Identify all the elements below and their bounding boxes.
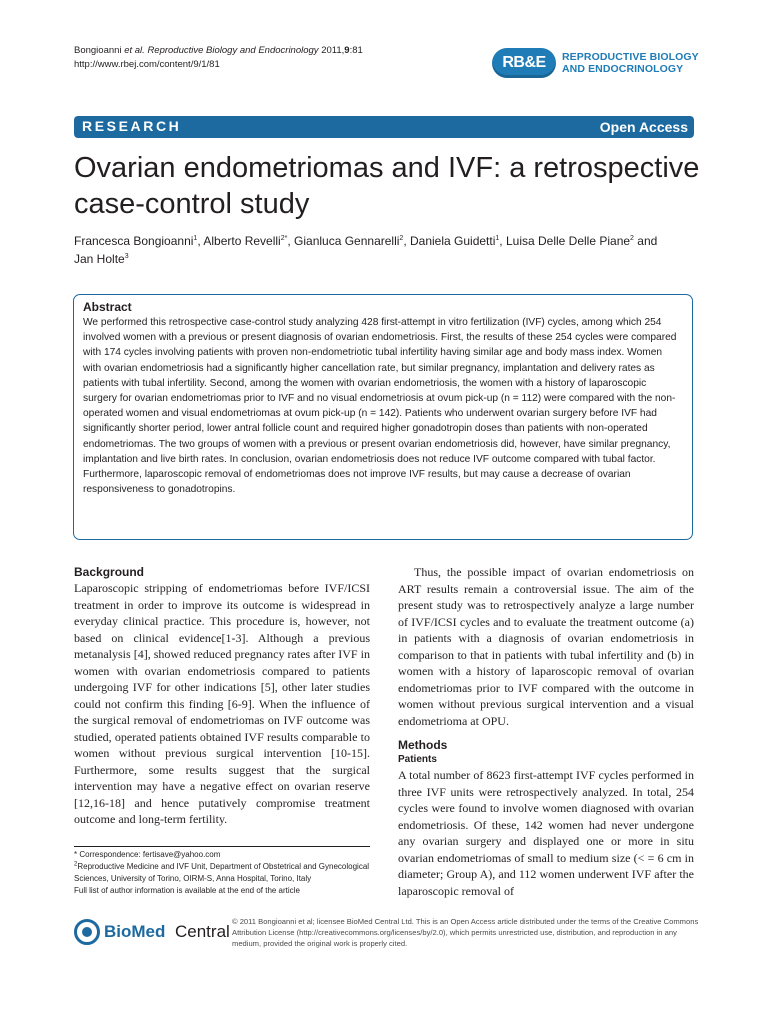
citation-block: [74, 44, 363, 72]
journal-logo: [492, 46, 702, 82]
patients-paragraph: A total number of 8623 first-attempt IVF cycles performed in three IVF units were retrospectively analyzed. In total, 254 cycles were found to involve women diagnosed with ovarian endometriosis. Of these, 142 women had never undergone any ovarian surgery and displayed one or more in situ ovarian endometriomas of small to medium size (< = 6 cm in diameter; Group A), and 112 women underwent IVF after the laparoscopic removal of: [398, 768, 694, 898]
logo-title-line1: REPRODUCTIVE BIOLOGY: [562, 51, 699, 63]
author-separator: ,: [499, 234, 506, 248]
author-name: Daniela Guidetti: [410, 234, 496, 248]
author-separator: ,: [287, 234, 295, 248]
right-column: [398, 564, 694, 899]
author-affiliation: 2*: [280, 235, 288, 242]
citation-etal: et al.: [124, 45, 145, 56]
citation-article: :81: [349, 45, 363, 56]
background-paragraph: Laparoscopic stripping of endometriomas before IVF/ICSI treatment in order to improve its outcome is widespread in everyday clinical practice. This procedure is, however, not based on clinical evidence[1-3]. Although a previous metanalysis [4], showed reduced pregnancy rates after IVF in women with ovarian endometriosis compared to patients undergoing IVF for other indications [5], other later studies could not confirm this finding [6-9]. When the influence of the surgical removal of endometriomas on IVF outcome was studied, operated patients obtained IVF results comparable to women without previous surgical intervention [10-15]. Furthermore, some results suggest that the surgical intervention may have a negative effect on ovarian reserve [12,16-18] and hence putatively compromise treatment outcome and long-term fertility.: [74, 581, 370, 826]
abstract-heading: Abstract: [83, 300, 132, 314]
article-url[interactable]: http://www.rbej.com/content/9/1/81: [74, 59, 220, 70]
correspondence: * Correspondence: fertisave@yahoo.com: [74, 850, 221, 859]
citation-journal: Reproductive Biology and Endocrinology: [147, 45, 319, 56]
author-separator: and: [633, 234, 658, 248]
author-affiliation: 1: [193, 235, 198, 242]
author-affiliation: 1: [495, 235, 500, 242]
affiliation: [74, 861, 370, 885]
author-separator: ,: [197, 234, 204, 248]
citation-line: [74, 44, 363, 58]
article-title: [74, 150, 704, 222]
abstract-box: [73, 294, 693, 540]
biomed-central-circle-icon: [74, 919, 100, 945]
author-name: Alberto Revelli: [203, 234, 281, 248]
affiliation-sup: 2: [74, 861, 78, 868]
author-name: Gianluca Gennarelli: [294, 234, 400, 248]
logo-title: [562, 51, 699, 75]
author-name: Luisa Delle Delle Piane: [505, 234, 631, 248]
patients-heading: Patients: [398, 754, 437, 765]
author-info-note: Full list of author information is available at the end of the article: [74, 886, 300, 895]
license-text: © 2011 Bongioanni et al; licensee BioMed Central Ltd. This is an Open Access article distributed under the terms of the Creative Commons Attribution License (http://creativecommons.org/licenses/by/2.0), which permits unrestricted use, distribution, and reproduction in any medium, provided the original work is properly cited.: [232, 917, 699, 948]
logo-badge: RB&E: [492, 48, 556, 78]
abstract-text: We performed this retrospective case-control study analyzing 428 first-attempt in vitro fertilization (IVF) cycles, among which 254 involved women with a previous or present diagnosis of ovarian endometriosis. First, the results of these 254 cycles were compared with 174 cycles involving patients with proven non-endometriotic tubal infertility having similar age and body mass index. Women with ovarian endometriosis had a significantly higher cancellation rate, but similar pregnancy, implantation and delivery rates as patients with tubal infertility. Second, among the women with ovarian endometriosis, the women with a history of laparoscopic surgery for ovarian endometriomas prior to IVF and no visual endometriosis at ovum pick-up (n = 112) were compared with the non-operated women and visual endometriomas at ovum pick-up (n = 142). Patients who underwent ovarian surgery before IVF had significantly shorter period, lower antral follicle count and required higher gonadotropin doses than patients with non-operated endometriomas. The two groups of women with a previous or present ovarian endometriosis did, however, have similar pregnancy, implantation and live birth rates. In conclusion, ovarian endometriosis does not reduce IVF outcome compared with tubal factor. Furthermore, laparoscopic removal of endometriomas does not improve IVF results, but may cause a decrease of ovarian responsiveness to gonadotropins.: [83, 317, 677, 496]
author-affiliation: 2: [630, 235, 634, 242]
author-affiliation: 2: [399, 235, 404, 242]
aim-paragraph: Thus, the possible impact of ovarian endometriosis on ART results remain a controversial issue. The aim of the present study was to retrospectively analyze a large number of IVF/ICSI cycles and to evaluate the treatment outcome (a) in patients with a diagnosis of ovarian endometriosis in comparison to that in patients with tubal infertility and (b) in women with a history of laparoscopic removal of ovarian endometriomas prior to IVF compared with the outcome in women without previous surgical intervention and a visual endometrioma at OPU.: [398, 565, 694, 728]
author-name: Jan Holte: [74, 252, 125, 266]
article-type-banner: [74, 116, 694, 138]
citation-authors: Bongioanni: [74, 45, 122, 56]
author-affiliation: 3: [124, 253, 129, 260]
citation-year: 2011,: [321, 45, 345, 56]
footnote-block: [74, 846, 370, 897]
methods-heading: Methods: [398, 738, 448, 752]
author-separator: ,: [403, 234, 410, 248]
author-list: [74, 232, 674, 268]
title-line-2: case-control study: [74, 188, 310, 220]
publisher-name-bold: BioMed: [104, 922, 166, 941]
citation-volume: 9: [344, 45, 350, 56]
publisher-name-plain: Central: [175, 922, 230, 941]
logo-title-line2: AND ENDOCRINOLOGY: [562, 63, 684, 75]
background-heading: Background: [74, 565, 145, 579]
open-access-label: Open Access: [599, 119, 688, 135]
section-gap: [398, 729, 694, 737]
left-column: [74, 564, 370, 828]
article-type-label: RESEARCH: [82, 118, 182, 134]
author-name: Francesca Bongioanni: [74, 234, 194, 248]
title-line-1: Ovarian endometriomas and IVF: a retrospective: [74, 152, 700, 184]
affiliation-text: Reproductive Medicine and IVF Unit, Department of Obstetrical and Gynecological Sciences, University of Torino, OIRM-S, Anna Hospital, Torino, Italy: [74, 862, 370, 883]
biomed-central-logo: [74, 919, 230, 947]
